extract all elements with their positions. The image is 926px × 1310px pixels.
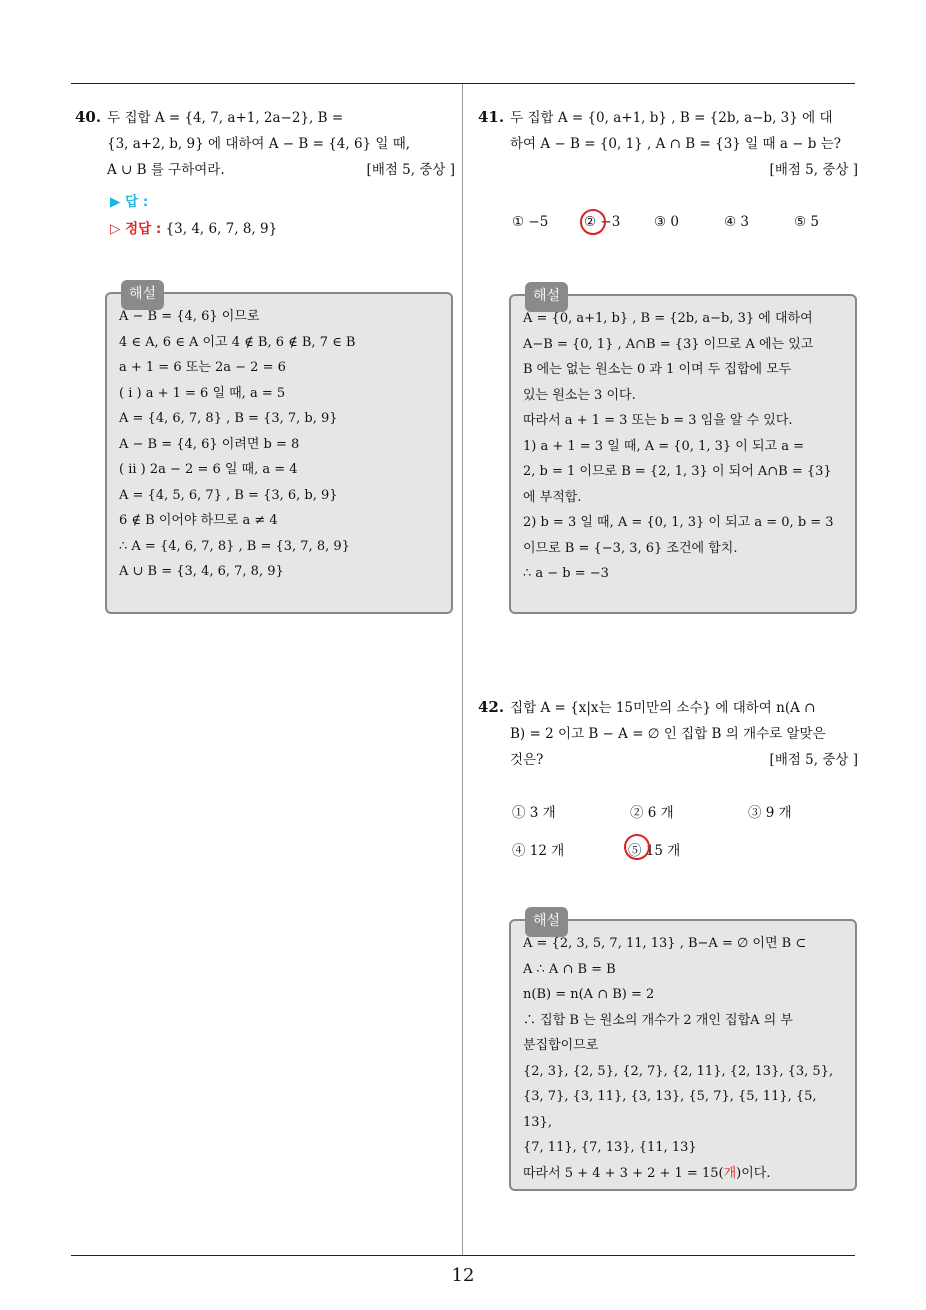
choice-3[interactable]: ③ 0 (654, 214, 679, 230)
solution-line: 분집합이므로 (523, 1038, 599, 1053)
choice-5[interactable]: ⑤ 5 (794, 214, 819, 230)
question-text: 집합 A = {x|x는 15미만의 소수} 에 대하여 n(A ∩ (510, 700, 816, 716)
solution-line: A = {4, 6, 7, 8} , B = {3, 7, b, 9} (119, 411, 338, 426)
choice-1[interactable]: ① −5 (512, 214, 549, 230)
solution-line: 이므로 B = {−3, 3, 6} 조건에 합치. (523, 540, 738, 556)
question-number: 41. (478, 108, 505, 126)
top-rule (71, 83, 855, 84)
selected-circle-mark (624, 834, 650, 860)
solution-line: ( i ) a + 1 = 6 일 때, a = 5 (119, 385, 286, 401)
solution-line: A − B = {4, 6} 이려면 b = 8 (119, 436, 300, 452)
question-number: 40. (75, 108, 102, 126)
solution-line: A ∴ A ∩ B = B (523, 961, 616, 977)
solution-line: 6 ∉ B 이어야 하므로 a ≠ 4 (119, 513, 278, 528)
solution-line: A = {2, 3, 5, 7, 11, 13} , B−A = ∅ 이면 B ⊂ (523, 936, 807, 951)
choice-1[interactable]: ① 3 개 (512, 805, 556, 821)
final-text: 따라서 5 + 4 + 3 + 2 + 1 = 15( (523, 1165, 724, 1181)
question-number: 42. (478, 698, 505, 716)
choice-2[interactable] (584, 214, 620, 230)
solution-line: A − B = {4, 6} 이므로 (119, 309, 260, 324)
choice-label: ⑤ 15 개 (628, 843, 681, 859)
choice-4[interactable]: ④ 12 개 (512, 843, 565, 859)
solution-line: A = {0, a+1, b} , B = {2b, a−b, 3} 에 대하여 (523, 311, 813, 326)
solution-line: 있는 원소는 3 이다. (523, 387, 636, 403)
solution-line: a + 1 = 6 또는 2a − 2 = 6 (119, 360, 286, 375)
answer-label: ▶ 답 : (110, 194, 149, 210)
solution-tag: 해설 (525, 907, 568, 937)
solution-line: ∴ 집합 B 는 원소의 개수가 2 개인 집합A 의 부 (523, 1012, 793, 1028)
question-text: 하여 A − B = {0, 1} , A ∩ B = {3} 일 때 a − b 는? (510, 136, 841, 152)
question-40 (75, 104, 455, 183)
question-text: A ∪ B 를 구하여라. (107, 162, 225, 178)
correct-value: {3, 4, 6, 7, 8, 9} (165, 221, 278, 237)
solution-line: 2) b = 3 일 때, A = {0, 1, 3} 이 되고 a = 0, b = 3 (523, 515, 834, 530)
question-42 (478, 694, 858, 773)
choice-4[interactable]: ④ 3 (724, 214, 749, 230)
choice-label: ② −3 (584, 214, 621, 230)
solution-line: A = {4, 5, 6, 7} , B = {3, 6, b, 9} (119, 487, 338, 503)
solution-line: {3, 7}, {3, 11}, {3, 13}, {5, 7}, {5, 11}, {5, 13}, (523, 1089, 817, 1130)
question-41 (478, 104, 858, 183)
solution-line: ∴ a − b = −3 (523, 566, 609, 581)
score-label: [배점 5, 중상 ] (769, 162, 858, 178)
solution-line: A ∪ B = {3, 4, 6, 7, 8, 9} (119, 564, 284, 579)
solution-tag: 해설 (525, 282, 568, 312)
solution-line: A−B = {0, 1} , A∩B = {3} 이므로 A 에는 있고 (523, 336, 814, 352)
question-text: 것은? (510, 752, 544, 768)
solution-line: ( ii ) 2a − 2 = 6 일 때, a = 4 (119, 462, 298, 477)
solution-lines (523, 931, 843, 1161)
score-label: [배점 5, 중상 ] (769, 752, 858, 768)
solution-tag: 해설 (121, 280, 164, 310)
solution-line: B 에는 없는 원소는 0 과 1 이며 두 집합에 모두 (523, 362, 792, 377)
question-text: {3, a+2, b, 9} 에 대하여 A − B = {4, 6} 일 때, (107, 136, 411, 152)
solution-line: 4 ∈ A, 6 ∈ A 이고 4 ∉ B, 6 ∉ B, 7 ∈ B (119, 334, 356, 350)
solution-box-40 (105, 286, 453, 614)
final-unit: 개 (723, 1165, 737, 1181)
solution-line: {7, 11}, {7, 13}, {11, 13} (523, 1140, 697, 1155)
final-text: )이다. (736, 1165, 771, 1181)
solution-lines (523, 306, 843, 587)
solution-line: 에 부적합. (523, 489, 582, 505)
bottom-rule (71, 1255, 855, 1256)
solution-line: n(B) = n(A ∩ B) = 2 (523, 987, 655, 1002)
choice-5[interactable] (628, 839, 680, 859)
correct-answer (110, 217, 277, 237)
solution-line: 따라서 a + 1 = 3 또는 b = 3 임을 알 수 있다. (523, 413, 793, 428)
solution-line: {2, 3}, {2, 5}, {2, 7}, {2, 11}, {2, 13}, {3, 5}, (523, 1063, 834, 1079)
solution-lines (119, 304, 439, 585)
question-text: 두 집합 A = {0, a+1, b} , B = {2b, a−b, 3} 에 대 (510, 110, 833, 126)
solution-final (523, 1161, 843, 1187)
solution-line: 2, b = 1 이므로 B = {2, 1, 3} 이 되어 A∩B = {3} (523, 464, 832, 479)
score-label: [배점 5, 중상 ] (366, 162, 455, 178)
page-number: 12 (451, 1265, 475, 1286)
solution-box-42 (509, 913, 857, 1191)
choice-2[interactable]: ② 6 개 (630, 805, 674, 821)
question-text: B) = 2 이고 B − A = ∅ 인 집합 B 의 개수로 알맞은 (510, 726, 826, 742)
correct-label: ▷ 정답 : (110, 221, 162, 237)
selected-circle-mark (580, 209, 606, 235)
column-divider (462, 84, 463, 1256)
solution-box-41 (509, 288, 857, 614)
solution-line: ∴ A = {4, 6, 7, 8} , B = {3, 7, 8, 9} (119, 538, 350, 554)
question-text: 두 집합 A = {4, 7, a+1, 2a−2}, B = (107, 110, 344, 126)
choice-3[interactable]: ③ 9 개 (748, 805, 792, 821)
solution-line: 1) a + 1 = 3 일 때, A = {0, 1, 3} 이 되고 a = (523, 438, 805, 454)
